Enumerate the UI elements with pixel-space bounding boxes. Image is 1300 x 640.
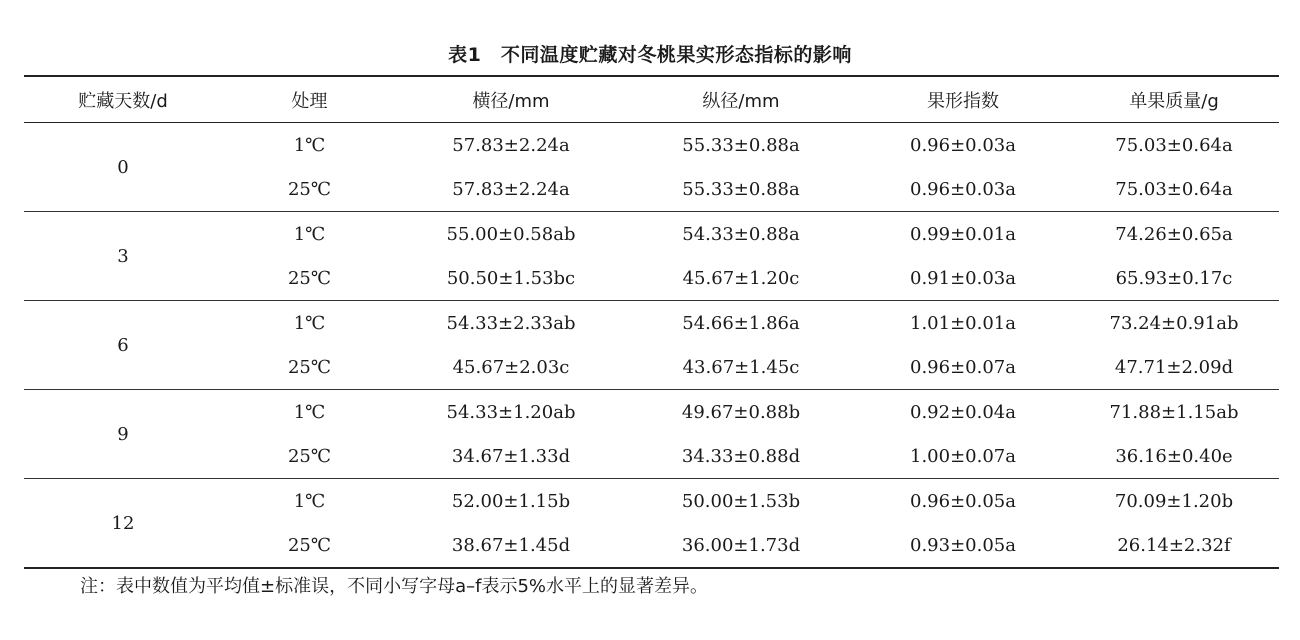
mass-cell: 73.24±0.91ab: [1109, 312, 1239, 334]
transverse-cell: 54.33±1.20ab: [446, 401, 576, 423]
shape-index-cell: 0.96±0.03a: [857, 167, 1069, 212]
storage-day-cell: 3: [24, 212, 222, 301]
transverse-cell: 57.83±2.24a: [452, 134, 570, 156]
shape-index-cell: 1.01±0.01a: [910, 312, 1016, 334]
header-treatment: 处理: [222, 76, 397, 123]
mass-cell: 47.71±2.09d: [1069, 345, 1279, 390]
treatment-cell: 25℃: [222, 434, 397, 479]
header-longitudinal-diameter: 纵径/mm: [625, 76, 857, 123]
shape-index-cell: 0.93±0.05a: [857, 523, 1069, 568]
shape-index-cell: 0.96±0.07a: [857, 345, 1069, 390]
mass-cell: 65.93±0.17c: [1069, 256, 1279, 301]
transverse-cell: 50.50±1.53bc: [397, 256, 625, 301]
shape-index-cell: 0.99±0.01a: [910, 223, 1016, 245]
data-table: [24, 75, 1279, 569]
longitudinal-cell: 43.67±1.45c: [625, 345, 857, 390]
transverse-cell: 52.00±1.15b: [451, 490, 571, 512]
mass-cell: 75.03±0.64a: [1069, 167, 1279, 212]
header-transverse-diameter: 横径/mm: [397, 76, 625, 123]
shape-index-cell: 0.96±0.03a: [910, 134, 1016, 156]
shape-index-cell: 0.91±0.03a: [857, 256, 1069, 301]
header-shape-index: 果形指数: [857, 76, 1069, 123]
treatment-cell: 25℃: [222, 167, 397, 212]
header-single-fruit-mass: 单果质量/g: [1069, 76, 1279, 123]
mass-cell: 74.26±0.65a: [1115, 223, 1233, 245]
shape-index-cell: 1.00±0.07a: [857, 434, 1069, 479]
longitudinal-cell: 50.00±1.53b: [681, 490, 801, 512]
storage-day-cell: 12: [24, 479, 222, 569]
treatment-cell: 1℃: [293, 401, 326, 423]
mass-cell: 36.16±0.40e: [1069, 434, 1279, 479]
storage-day-cell: 6: [24, 301, 222, 390]
table-row: [24, 301, 1279, 346]
mass-cell: 26.14±2.32f: [1069, 523, 1279, 568]
treatment-cell: 1℃: [293, 223, 326, 245]
shape-index-cell: 0.96±0.05a: [910, 490, 1016, 512]
table-title: 表1 不同温度贮藏对冬桃果实形态指标的影响: [448, 44, 852, 66]
treatment-cell: 25℃: [222, 345, 397, 390]
table-row: [24, 390, 1279, 435]
mass-cell: 71.88±1.15ab: [1109, 401, 1239, 423]
longitudinal-cell: 45.67±1.20c: [625, 256, 857, 301]
transverse-cell: 55.00±0.58ab: [446, 223, 576, 245]
table-row: [24, 212, 1279, 257]
treatment-cell: 25℃: [222, 523, 397, 568]
table-row: [24, 479, 1279, 524]
storage-day-cell: 0: [24, 123, 222, 212]
longitudinal-cell: 55.33±0.88a: [625, 167, 857, 212]
transverse-cell: 38.67±1.45d: [397, 523, 625, 568]
longitudinal-cell: 54.66±1.86a: [682, 312, 800, 334]
mass-cell: 75.03±0.64a: [1115, 134, 1233, 156]
transverse-cell: 57.83±2.24a: [397, 167, 625, 212]
longitudinal-cell: 54.33±0.88a: [682, 223, 800, 245]
treatment-cell: 1℃: [293, 134, 326, 156]
treatment-cell: 1℃: [293, 490, 326, 512]
longitudinal-cell: 36.00±1.73d: [625, 523, 857, 568]
transverse-cell: 54.33±2.33ab: [446, 312, 576, 334]
longitudinal-cell: 49.67±0.88b: [681, 401, 801, 423]
table-footnote: 注：表中数值为平均值±标准误，不同小写字母a–f表示5%水平上的显著差异。: [80, 576, 709, 597]
treatment-cell: 25℃: [222, 256, 397, 301]
table-body: [24, 123, 1279, 569]
treatment-cell: 1℃: [293, 312, 326, 334]
longitudinal-cell: 34.33±0.88d: [625, 434, 857, 479]
header-row: [24, 76, 1279, 123]
shape-index-cell: 0.92±0.04a: [910, 401, 1016, 423]
header-storage-days: 贮藏天数/d: [24, 76, 222, 123]
table-row: [24, 123, 1279, 168]
table-header: [24, 76, 1279, 123]
storage-day-cell: 9: [24, 390, 222, 479]
transverse-cell: 34.67±1.33d: [397, 434, 625, 479]
longitudinal-cell: 55.33±0.88a: [682, 134, 800, 156]
transverse-cell: 45.67±2.03c: [397, 345, 625, 390]
mass-cell: 70.09±1.20b: [1114, 490, 1234, 512]
